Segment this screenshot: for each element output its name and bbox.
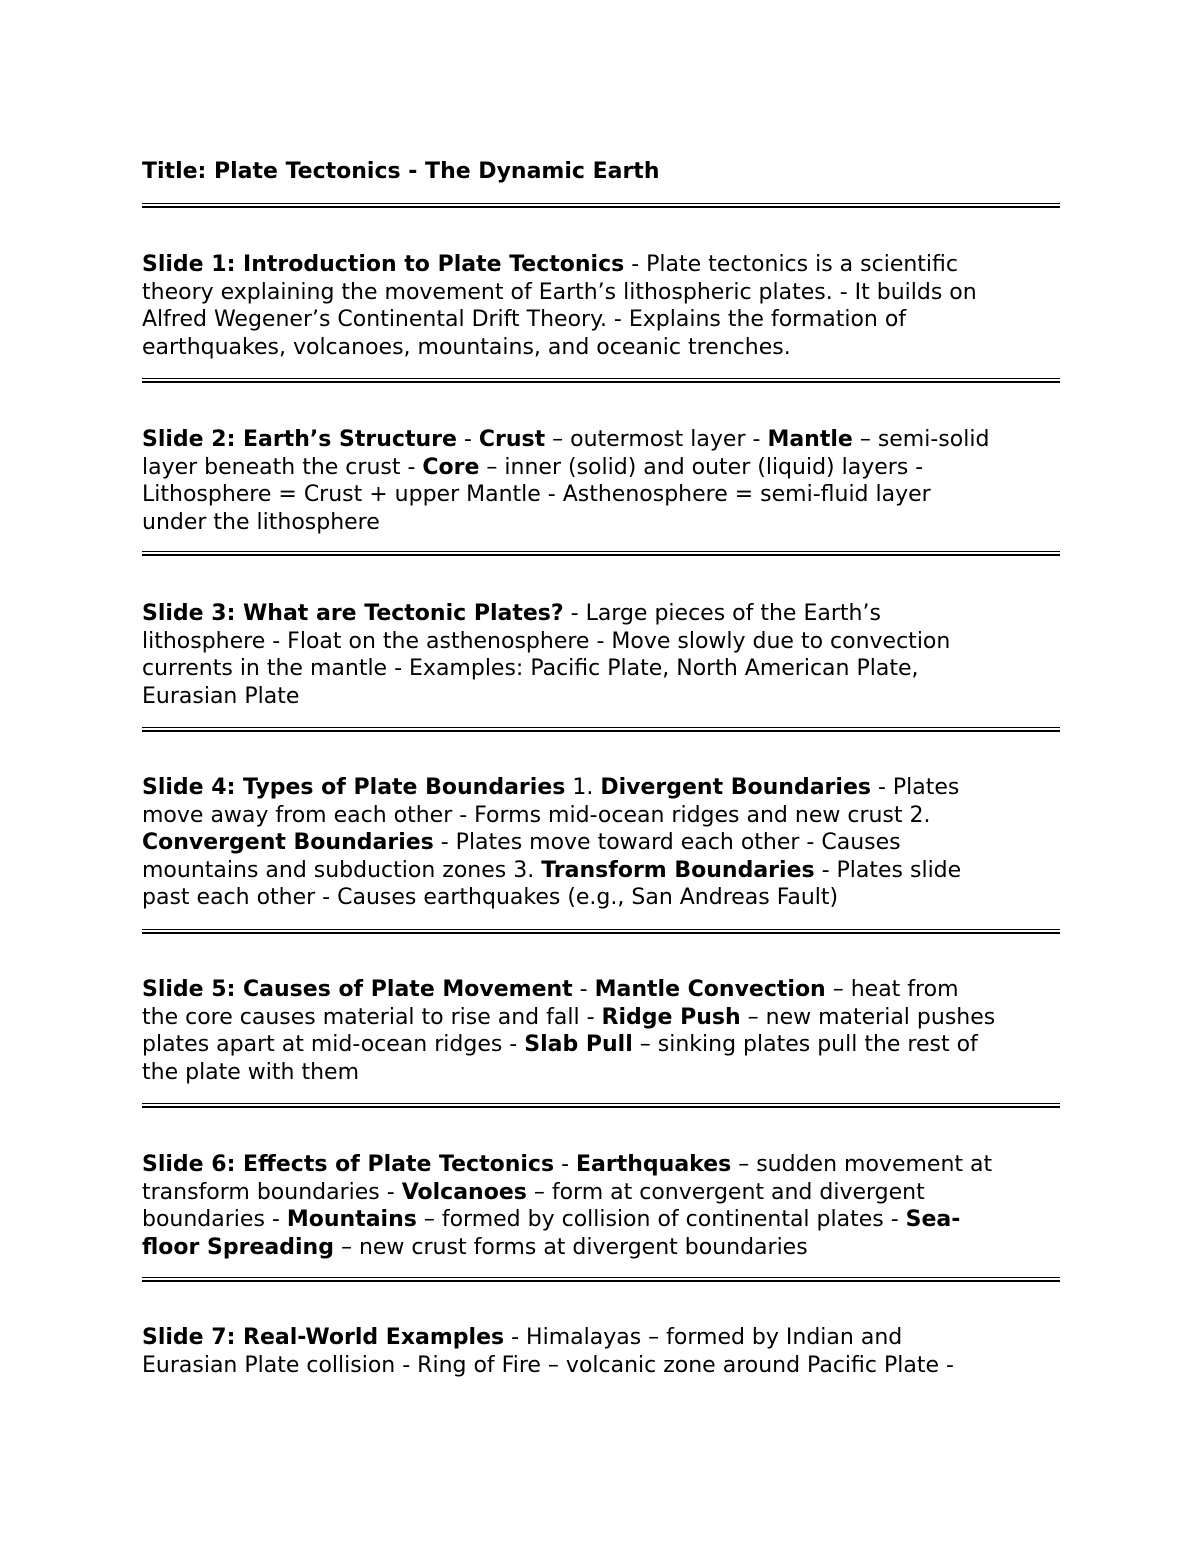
text-line (142, 1352, 1060, 1380)
text-line (142, 857, 1060, 885)
text-run: - Large pieces of the Earth’s (563, 601, 881, 626)
text-line (142, 1206, 1060, 1234)
section-divider (142, 1277, 1060, 1282)
text-line (142, 306, 1060, 334)
slide-1-section (142, 251, 1060, 361)
section-divider (142, 1103, 1060, 1108)
slide-6-section (142, 1151, 1060, 1261)
text-line (142, 279, 1060, 307)
text-run: the core causes material to rise and fall - (142, 1004, 602, 1030)
text-run: boundaries - (142, 1207, 287, 1232)
text-line (142, 802, 1060, 830)
bold-text-run: Slide 6: Effects of Plate Tectonics (142, 1152, 555, 1177)
text-run: - Plates move toward each other - Causes (433, 830, 901, 855)
text-run: Lithosphere = Crust + upper Mantle - Asthenosphere = semi-fluid layer (142, 482, 931, 507)
slide-3-section (142, 600, 1060, 710)
text-run: – semi-solid (852, 427, 990, 452)
bold-text-run: floor Spreading (142, 1234, 334, 1260)
bold-text-run: Mantle Convection (594, 977, 826, 1002)
text-line (142, 1324, 1060, 1352)
text-run: - (554, 1152, 577, 1177)
text-run: – outermost layer - (545, 427, 768, 452)
section-divider (142, 203, 1060, 208)
text-run: earthquakes, volcanoes, mountains, and oceanic trenches. (142, 334, 791, 360)
text-line (142, 334, 1060, 362)
bold-text-run: Slide 2: Earth’s Structure (142, 427, 457, 452)
section-divider (142, 551, 1060, 556)
text-run: move away from each other - Forms mid-ocean ridges and new crust 2. (142, 802, 931, 828)
text-run: Alfred Wegener’s Continental Drift Theory. - Explains the formation of (142, 307, 907, 332)
bold-text-run: Slide 4: Types of Plate Boundaries (142, 775, 566, 800)
text-run: – form at convergent and divergent (526, 1179, 925, 1205)
text-line (142, 774, 1060, 802)
bold-text-run: Slide 1: Introduction to Plate Tectonics (142, 252, 625, 277)
bold-text-run: Mountains (286, 1207, 417, 1232)
slide-4-section (142, 774, 1060, 912)
text-line (142, 1179, 1060, 1207)
text-run: – formed by collision of continental plates - (416, 1207, 906, 1232)
text-line (142, 884, 1060, 912)
text-line (142, 481, 1060, 509)
bold-text-run: Crust (478, 427, 546, 452)
section-divider (142, 929, 1060, 934)
bold-text-run: Slide 7: Real-World Examples (142, 1325, 505, 1350)
bold-text-run: Slab Pull (524, 1032, 633, 1057)
text-line (142, 454, 1060, 482)
text-run: - Plates (870, 775, 960, 800)
text-run: 1. (565, 775, 601, 800)
text-run: - (572, 977, 595, 1002)
text-run: Eurasian Plate (142, 683, 300, 709)
text-run: – sudden movement at (731, 1152, 993, 1177)
text-run: the plate with them (142, 1059, 360, 1085)
bold-text-run: Mantle (767, 427, 853, 452)
text-run: lithosphere - Float on the asthenosphere - Move slowly due to convection (142, 628, 951, 654)
slide-5-section (142, 976, 1060, 1086)
bold-text-run: Earthquakes (576, 1152, 732, 1177)
text-line (142, 655, 1060, 683)
text-run: under the lithosphere (142, 509, 380, 535)
slide-7-section (142, 1324, 1060, 1379)
text-line (142, 1031, 1060, 1059)
text-run: layer beneath the crust - (142, 454, 423, 480)
bold-text-run: Slide 3: What are Tectonic Plates? (142, 601, 564, 626)
text-run: - Plate tectonics is a scientific (624, 252, 958, 277)
text-run: mountains and subduction zones 3. (142, 857, 542, 883)
text-run: – heat from (825, 977, 959, 1002)
text-line (142, 976, 1060, 1004)
bold-text-run: Convergent Boundaries (142, 830, 434, 855)
text-line (142, 1059, 1060, 1087)
text-run: – new crust forms at divergent boundaries (333, 1234, 808, 1260)
text-line (142, 251, 1060, 279)
text-line (142, 509, 1060, 537)
slide-2-section (142, 426, 1060, 536)
text-run: - Himalayas – formed by Indian and (504, 1325, 903, 1350)
text-run: - Plates slide (814, 857, 962, 883)
text-line (142, 1004, 1060, 1032)
text-line (142, 1234, 1060, 1262)
document-title: Title: Plate Tectonics - The Dynamic Earth (142, 159, 660, 184)
bold-text-run: Ridge Push (601, 1004, 741, 1030)
text-line (142, 829, 1060, 857)
section-divider (142, 378, 1060, 383)
text-line (142, 628, 1060, 656)
bold-text-run: Sea- (905, 1207, 961, 1232)
text-run: currents in the mantle - Examples: Pacific Plate, North American Plate, (142, 656, 919, 681)
text-line (142, 1151, 1060, 1179)
bold-text-run: Volcanoes (401, 1179, 527, 1205)
section-divider (142, 727, 1060, 732)
bold-text-run: Transform Boundaries (541, 857, 815, 883)
text-run: – sinking plates pull the rest of (632, 1032, 978, 1057)
text-line (142, 683, 1060, 711)
bold-text-run: Divergent Boundaries (600, 775, 871, 800)
text-run: transform boundaries - (142, 1179, 402, 1205)
text-run: past each other - Causes earthquakes (e.g., San Andreas Fault) (142, 885, 839, 910)
text-line (142, 600, 1060, 628)
text-run: plates apart at mid-ocean ridges - (142, 1032, 525, 1057)
text-run: - (456, 427, 479, 452)
bold-text-run: Core (422, 454, 480, 480)
text-run: Eurasian Plate collision - Ring of Fire – volcanic zone around Pacific Plate - (142, 1352, 954, 1378)
bold-text-run: Slide 5: Causes of Plate Movement (142, 977, 573, 1002)
text-line (142, 426, 1060, 454)
text-run: – new material pushes (740, 1004, 996, 1030)
text-run: theory explaining the movement of Earth’s lithospheric plates. - It builds on (142, 279, 977, 305)
text-run: – inner (solid) and outer (liquid) layers - (479, 454, 924, 480)
